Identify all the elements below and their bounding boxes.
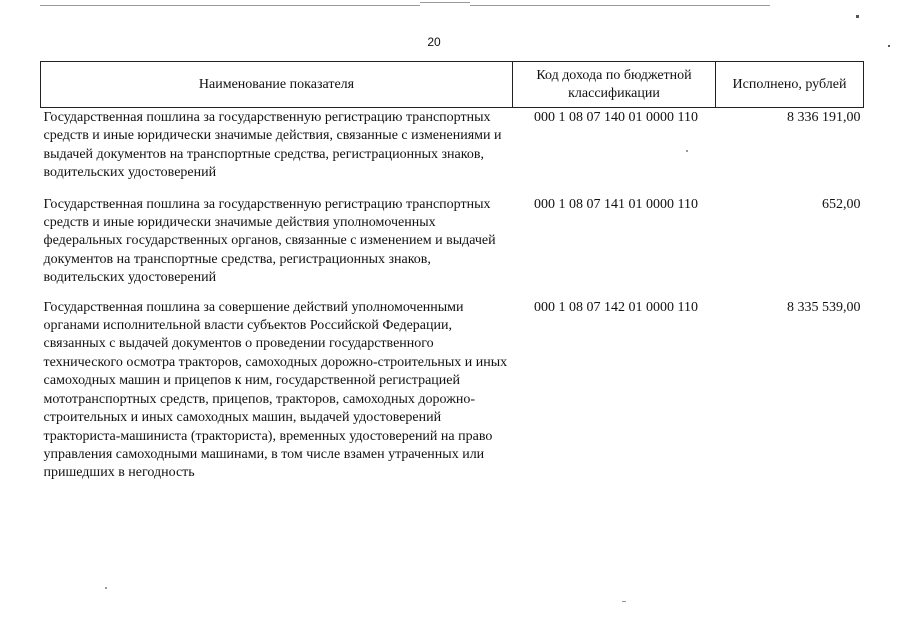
- revenue-table: [40, 61, 864, 483]
- indicator-name-cell: Государственная пошлина за совершение действий уполномоченными органами исполнительной власти субъектов Российской Федерации, связанных с выдачей документов о проведении государственного технического осмотра тракторов, самоходных дорожно-строительных и иных самоходных машин и прицепов к ним, государственной регистрацией мототранспортных средств, прицепов, тракторов, самоходных дорожно-строительных и иных самоходных машин, выдачей удостоверений тракториста-машиниста (тракториста), временных удостоверений на право управления самоходными машинами, в том числе взамен утраченных или пришедших в негодность: [43, 299, 508, 481]
- executed-amount-cell: 8 335 539,00: [787, 299, 861, 315]
- indicator-name-cell: Государственная пошлина за государственную регистрацию транспортных средств и иные юридически значимые действия уполномоченных федеральных государственных органов, связанные с изменением и выдачей документов на транспортные средства, регистрационных знаков, водительских удостоверений: [43, 196, 496, 286]
- page-number: 20: [427, 35, 441, 49]
- header-revenue-code: Код дохода по бюджетной классификации: [513, 62, 716, 108]
- scan-edge-line-center: [420, 2, 470, 3]
- executed-amount-cell: 8 336 191,00: [787, 110, 861, 125]
- scan-speck: [856, 15, 859, 18]
- header-indicator-name: Наименование показателя: [41, 62, 513, 108]
- scan-speck: [888, 45, 890, 47]
- revenue-code-cell: 000 1 08 07 140 01 0000 110: [534, 110, 698, 125]
- scan-speck: [622, 601, 626, 602]
- executed-amount-cell: 652,00: [822, 196, 861, 212]
- revenue-code-cell: 000 1 08 07 141 01 0000 110: [534, 196, 698, 212]
- indicator-name-cell: Государственная пошлина за государственную регистрацию транспортных средств и иные юридически значимые действия, связанные с изменениями и выдачей документов на транспортные средства, регистрационных знаков, водительских удостоверений: [43, 110, 502, 181]
- scan-speck: [105, 587, 107, 589]
- scan-edge-line-left: [40, 5, 420, 6]
- revenue-code-cell: 000 1 08 07 142 01 0000 110: [534, 299, 698, 315]
- table-row: [41, 108, 864, 196]
- header-executed-amount: Исполнено, рублей: [716, 62, 864, 108]
- scan-edge-line-right: [470, 5, 770, 6]
- table-header-row: [41, 62, 864, 108]
- table-row: [41, 299, 864, 483]
- table-row: [41, 196, 864, 299]
